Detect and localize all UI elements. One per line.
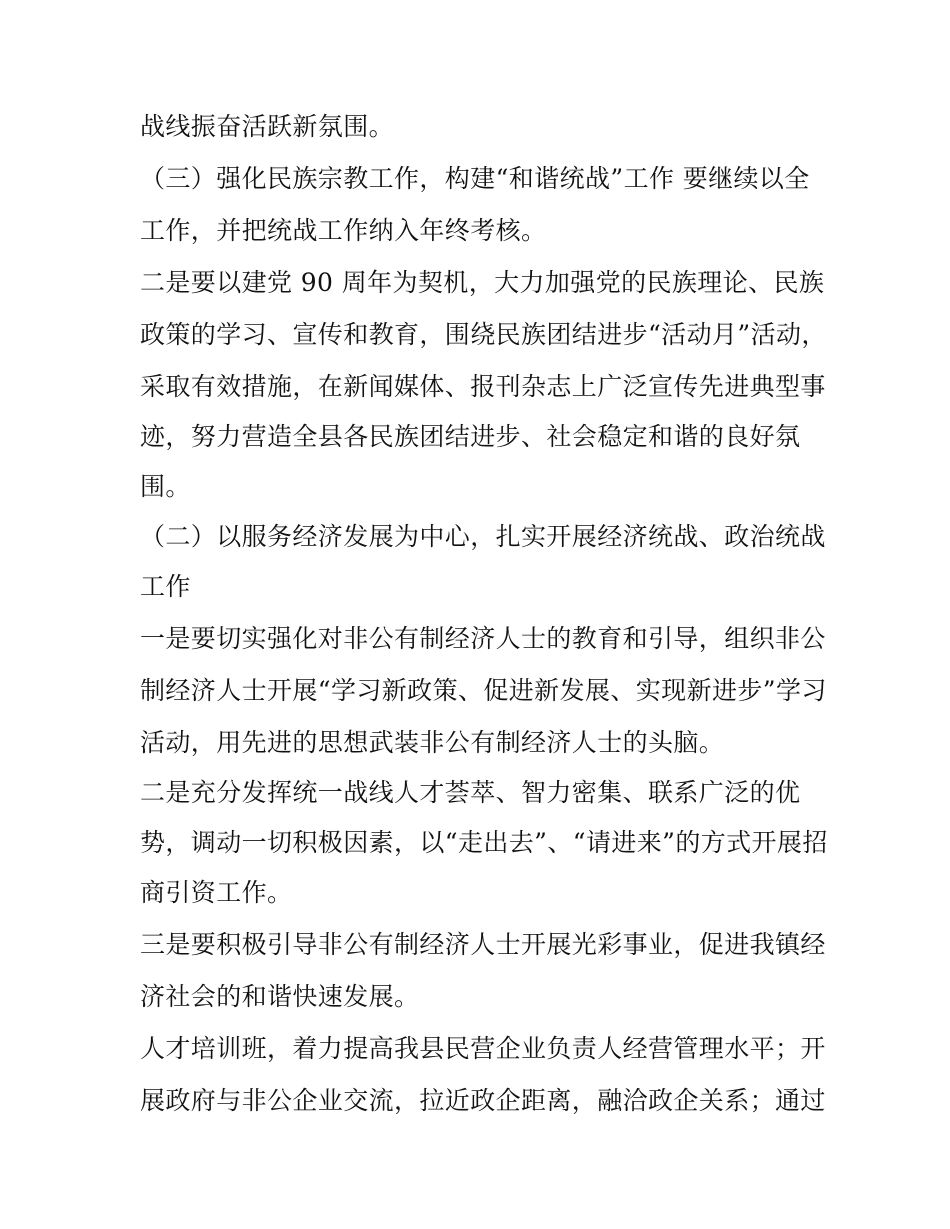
- text-line: 围。: [140, 472, 191, 501]
- text-line: 采取有效措施，在新闻媒体、报刊杂志上广泛宣传先进典型事: [140, 372, 826, 401]
- text-line: 二是要以建党 90 周年为契机，大力加强党的民族理论、民族: [140, 268, 825, 297]
- text-line: 战线振奋活跃新氛围。: [140, 112, 395, 141]
- text-line: 政策的学习、宣传和教育，围绕民族团结进步“活动月”活动，: [140, 320, 827, 349]
- text-line: 迹，努力营造全县各民族团结进步、社会稳定和谐的良好氛: [140, 422, 801, 451]
- section-heading: （二）以服务经济发展为中心，扎实开展经济统战、政治统战: [140, 522, 826, 551]
- text-line: 二是充分发挥统一战线人才荟萃、智力密集、联系广泛的优: [140, 778, 801, 807]
- text-line: 一是要切实强化对非公有制经济人士的教育和引导，组织非公: [140, 624, 826, 653]
- text-line: 制经济人士开展“学习新政策、促进新发展、实现新进步”学习: [140, 676, 827, 705]
- section-heading: 工作: [140, 572, 191, 601]
- text-line: 三是要积极引导非公有制经济人士开展光彩事业，促进我镇经: [140, 930, 826, 959]
- text-line: 活动，用先进的思想武装非公有制经济人士的头脑。: [140, 728, 725, 757]
- section-heading: （三）强化民族宗教工作，构建“和谐统战”工作 要继续以全: [140, 164, 810, 193]
- text-line: 工作，并把统战工作纳入年终考核。: [140, 216, 547, 245]
- text-line: 商引资工作。: [140, 878, 293, 907]
- text-line: 展政府与非公企业交流，拉近政企距离，融洽政企关系；通过: [140, 1086, 826, 1115]
- text-line: 势，调动一切积极因素，以“走出去”、“请进来”的方式开展招: [140, 828, 828, 857]
- text-line: 人才培训班，着力提高我县民营企业负责人经营管理水平；开: [140, 1034, 826, 1063]
- text-line: 济社会的和谐快速发展。: [140, 982, 420, 1011]
